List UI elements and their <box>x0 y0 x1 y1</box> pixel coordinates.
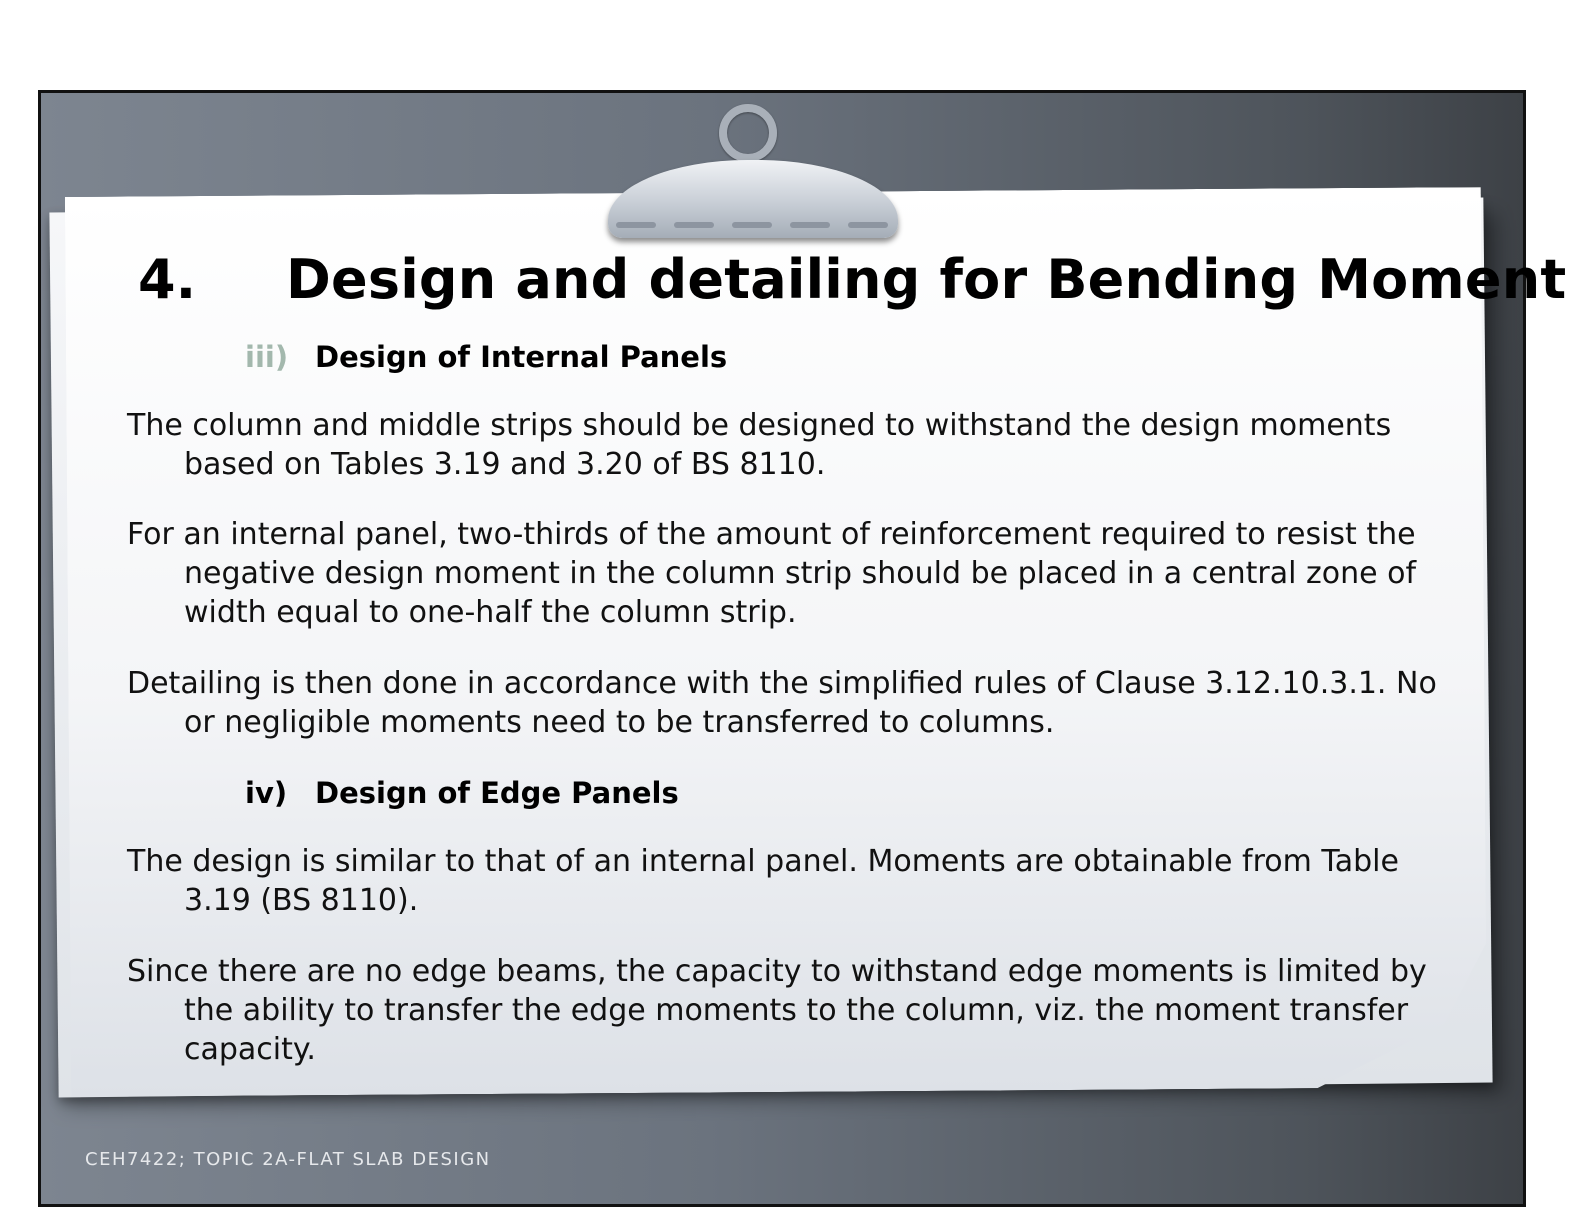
paragraph: The design is similar to that of an internal panel. Moments are obtainable from Table 3.19 (BS 8110). <box>127 844 1399 918</box>
section-heading-edge-panels <box>245 774 679 812</box>
slide-footer: CEH7422; TOPIC 2A-FLAT SLAB DESIGN <box>85 1149 491 1170</box>
section-heading-text: Design of Edge Panels <box>315 776 679 810</box>
section-heading-text: Design of Internal Panels <box>315 340 728 374</box>
paragraph: For an internal panel, two-thirds of the amount of reinforcement required to resist the negative design moment in the column strip should be placed in a central zone of width equal to one-half the column strip. <box>127 517 1417 630</box>
section-heading-internal-panels <box>245 338 727 376</box>
slide-title: Design and detailing for Bending Moment <box>286 248 1567 311</box>
clip-slots <box>616 222 888 230</box>
paragraph: The column and middle strips should be designed to withstand the design moments based on Tables 3.19 and 3.20 of BS 8110. <box>127 408 1392 482</box>
section-marker: iii) <box>245 340 289 374</box>
paragraph: Detailing is then done in accordance with the simplified rules of Clause 3.12.10.3.1. No or negligible moments need to be transferred to columns. <box>127 666 1437 740</box>
clip-ring-icon <box>719 104 777 162</box>
paragraph: Since there are no edge beams, the capacity to withstand edge moments is limited by the ability to transfer the edge moments to the column, viz. the moment transfer capacity. <box>127 954 1427 1067</box>
slide-title-number: 4. <box>138 248 197 311</box>
section-marker: iv) <box>245 776 288 810</box>
